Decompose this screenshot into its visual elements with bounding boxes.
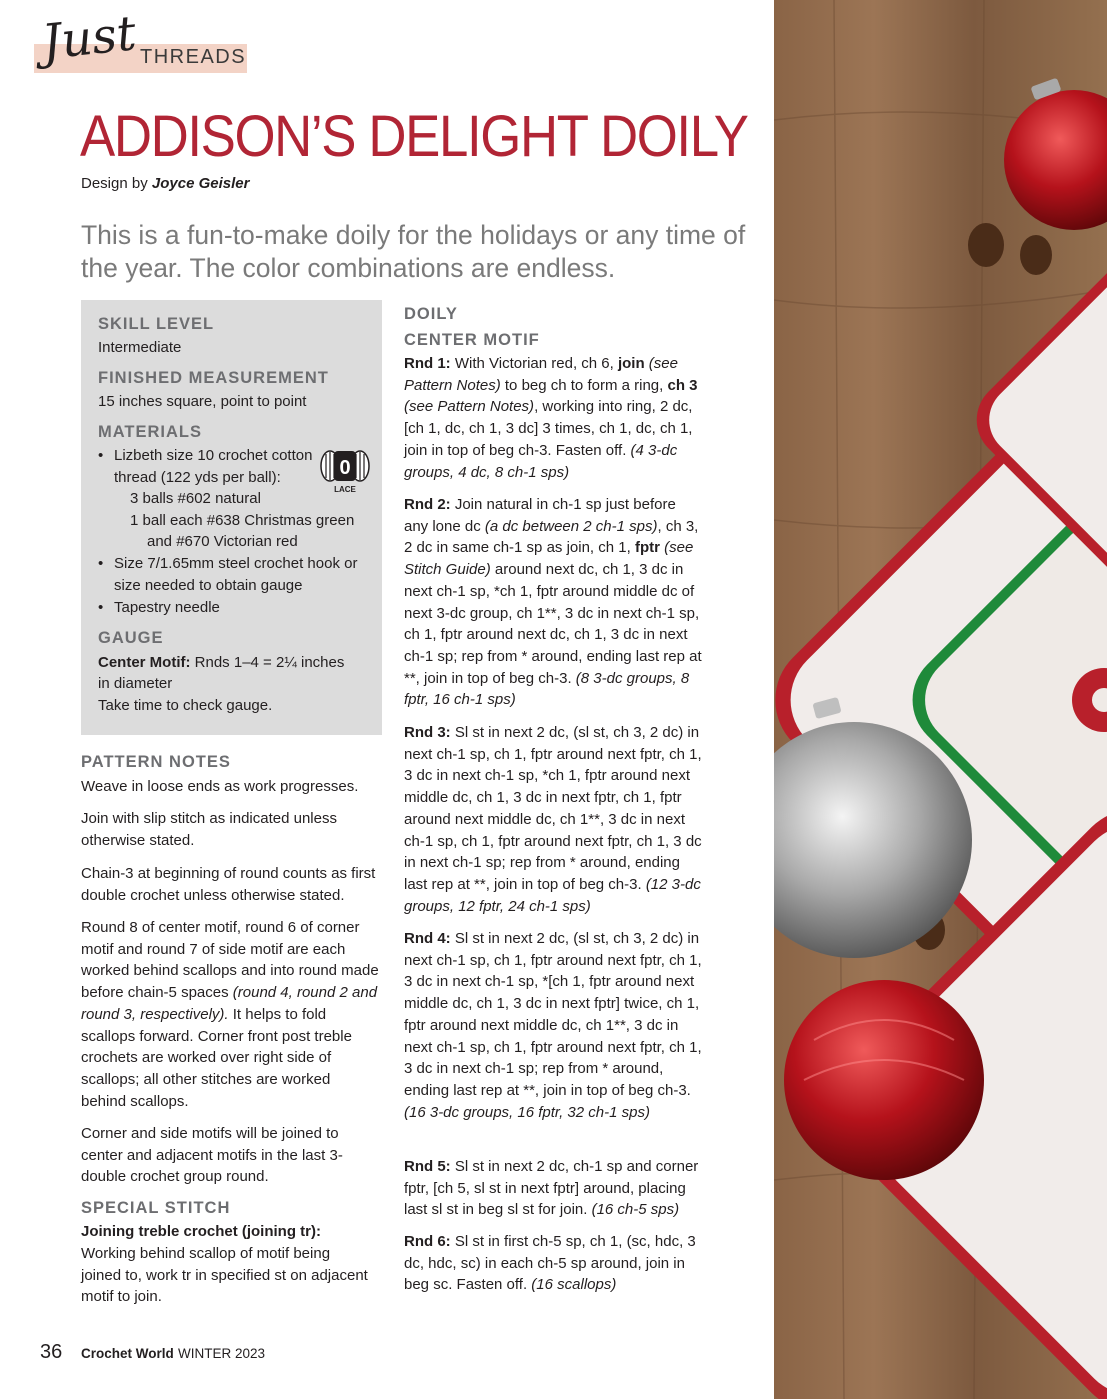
material-line: Tapestry needle — [114, 599, 220, 616]
round-text: Sl st in next 2 dc, (sl st, ch 3, 2 dc) in next ch-1 sp, ch 1, fptr around next fptr, ch 1, 3 dc in next ch-1 sp, *[ch 1, fptr around next middle dc, ch 1, 3 dc in next fptr] twice, ch 1, fptr around next middle dc, ch 1**, 3 dc in next ch-1 sp, ch 1, fptr around next fptr, ch 1, 3 dc in next ch-1 sp; rep from * around, ending last rep at **, join in top of beg ch-3. — [404, 930, 702, 1099]
note-5: Corner and side motifs will be joined to center and adjacent motifs in the last 3-double crochet group round. — [81, 1125, 343, 1186]
note-1: Weave in loose ends as work progresses. — [81, 778, 359, 795]
round-text: Sl st in next 2 dc, ch-1 sp and corner fptr, [ch 5, sl st in next fptr] around, placing last sl st in beg sl st for join. — [404, 1158, 699, 1219]
round-label: Rnd 3: — [404, 724, 451, 741]
round-count: (12 3-dc groups, 12 fptr, 24 ch-1 sps) — [404, 875, 701, 915]
round-italic: (a dc between 2 ch-1 sps) — [484, 517, 658, 535]
round-text: , ch 3, 2 dc in same ch-1 sp as join, ch 1, — [404, 517, 699, 557]
doily-photo — [774, 0, 1107, 1399]
round-count: (16 3-dc groups, 16 fptr, 32 ch-1 sps) — [404, 1103, 650, 1121]
round-6 — [404, 1231, 704, 1296]
note-3: Chain-3 at beginning of round counts as first double crochet unless otherwise stated. — [81, 865, 376, 904]
round-count: (4 3-dc groups, 4 dc, 8 ch-1 sps) — [404, 441, 678, 481]
round-3 — [404, 722, 704, 917]
header-script-word: Just — [39, 5, 139, 71]
round-text: Sl st in first ch-5 sp, ch 1, (sc, hdc, 3 dc, hdc, sc) in each ch-5 sp around, join in beg sc. Fasten off. — [404, 1233, 696, 1294]
material-line: thread (122 yds per ball): — [114, 469, 281, 486]
note-4-text: Round 8 of center motif, round 6 of corner motif and round 7 of side motif are each worked behind scallops and into round made before chain-5 spaces — [81, 919, 379, 1002]
special-heading: SPECIAL STITCH — [81, 1199, 231, 1217]
round-text: Join natural in ch-1 sp just before any lone dc — [404, 496, 676, 535]
doily-heading: DOILY — [404, 305, 458, 323]
note-2: Join with slip stitch as indicated unless otherwise stated. — [81, 810, 337, 849]
byline — [81, 175, 249, 192]
byline-prefix: Design by — [81, 175, 152, 192]
round-label: Rnd 5: — [404, 1158, 451, 1175]
yarn-weight-icon — [320, 448, 370, 494]
skill-value: Intermediate — [98, 339, 182, 356]
special-stitch-name: Joining treble crochet (joining tr): — [81, 1223, 321, 1240]
material-line: size needed to obtain gauge — [114, 577, 303, 594]
gauge-line3: Take time to check gauge. — [98, 697, 273, 714]
round-text: to beg ch to form a ring, — [500, 376, 668, 394]
round-5 — [404, 1156, 704, 1221]
material-line: 3 balls #602 natural — [130, 490, 261, 507]
yarn-weight-label: LACE — [334, 485, 356, 494]
round-text: , working into ring, 2 dc, [ch 1, dc, ch 1, 3 dc] 3 times, ch 1, dc, ch 1, join in top of beg ch-3. Fasten off. — [404, 398, 693, 459]
material-line: Lizbeth size 10 crochet cotton — [114, 447, 313, 464]
round-label: Rnd 6: — [404, 1233, 451, 1250]
gauge-heading: GAUGE — [98, 629, 164, 647]
intro-text: This is a fun-to-make doily for the holidays or any time of the year. The color combinations are endless. — [81, 220, 746, 283]
skill-heading: SKILL LEVEL — [98, 315, 215, 333]
gauge-line1 — [98, 652, 344, 674]
round-text: With Victorian red, ch 6, — [450, 355, 618, 372]
round-count: (16 scallops) — [531, 1276, 617, 1294]
designer-name: Joyce Geisler — [151, 175, 250, 192]
round-label: Rnd 4: — [404, 930, 451, 947]
center-motif-heading: CENTER MOTIF — [404, 331, 540, 349]
note-4-text-end: It helps to fold scallops forward. Corner front post treble crochets are worked over right side of scallops; all other stitches are worked behind scallops. — [81, 1005, 352, 1110]
round-1 — [404, 353, 704, 483]
round-bold: ch 3 — [667, 376, 698, 394]
gauge-value: Rnds 1–4 = 2¼ inches — [190, 654, 345, 671]
round-label: Rnd 2: — [404, 496, 451, 513]
gauge-line2: in diameter — [98, 675, 173, 692]
round-text: Sl st in next 2 dc, (sl st, ch 3, 2 dc) in next ch-1 sp, ch 1, fptr around next fptr, ch 1, 3 dc in next ch-1 sp, *ch 1, fptr around next middle dc, ch 1, 3 dc in next fptr, ch 1, fptr around next middle dc, ch 1**, 3 dc in next ch-1 sp, ch 1, fptr around next fptr, ch 1, 3 dc in next ch-1 sp; rep from * around, ending last rep at **, join in top of beg ch-3. — [404, 724, 702, 893]
round-count: (16 ch-5 sps) — [591, 1201, 680, 1219]
round-bold: join — [617, 355, 645, 372]
bullet: • — [98, 599, 104, 616]
round-count: (8 3-dc groups, 8 fptr, 16 ch-1 sps) — [404, 669, 690, 709]
bullet: • — [98, 447, 104, 464]
magazine-name: Crochet World — [81, 1346, 174, 1361]
notes-heading: PATTERN NOTES — [81, 753, 231, 771]
bullet: • — [98, 555, 104, 572]
material-line: and #670 Victorian red — [147, 533, 298, 550]
note-4-italic: (round 4, round 2 and round 3, respectively). — [81, 984, 378, 1023]
round-italic: (see Pattern Notes) — [404, 398, 535, 416]
page-number: 36 — [40, 1341, 63, 1363]
round-text: around next dc, ch 1, 3 dc in next ch-1 sp, *ch 1, fptr around middle dc of next 3-dc group, ch 1**, 3 dc in next ch-1 sp, ch 1, fptr around next dc, ch 1, 3 dc in next ch-1 sp; rep from * around, ending last rep at **, join in top of beg ch-3. — [404, 561, 702, 687]
round-4 — [404, 928, 704, 1123]
round-italic: (see Pattern Notes) — [404, 355, 678, 394]
round-italic: (see Stitch Guide) — [404, 539, 694, 579]
page-title: ADDISON’S DELIGHT DOILY — [80, 104, 748, 169]
issue-name: WINTER 2023 — [178, 1346, 266, 1361]
round-2 — [404, 494, 704, 711]
special-stitch-desc: Working behind scallop of motif being joined to, work tr in specified st on adjacent motif to join. — [81, 1245, 368, 1306]
round-bold: fptr — [634, 539, 660, 557]
material-line: Size 7/1.65mm steel crochet hook or — [114, 555, 358, 572]
yarn-weight-number: 0 — [339, 457, 351, 479]
measure-value: 15 inches square, point to point — [98, 393, 307, 410]
materials-heading: MATERIALS — [98, 423, 203, 441]
measure-heading: FINISHED MEASUREMENT — [98, 369, 329, 387]
gauge-label: Center Motif: — [98, 654, 191, 671]
material-line: 1 ball each #638 Christmas green — [130, 512, 355, 529]
note-4 — [81, 917, 379, 1112]
header-section-label: THREADS — [140, 46, 247, 68]
round-label: Rnd 1: — [404, 355, 451, 372]
